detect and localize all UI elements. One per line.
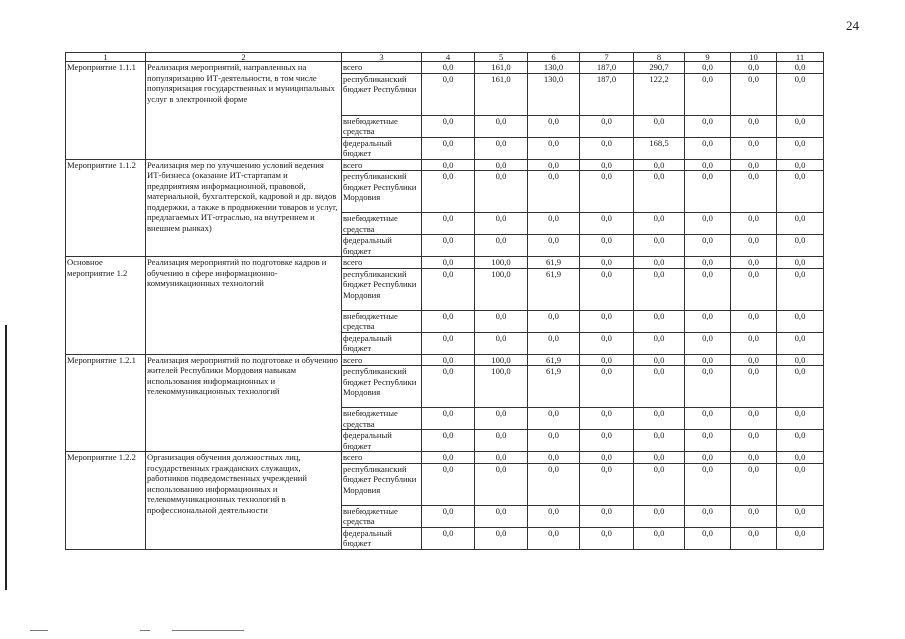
column-number-row [66,53,824,62]
amount-cell: 0,0 [685,268,731,310]
amount-cell: 0,0 [685,115,731,137]
amount-cell: 100,0 [475,366,528,408]
amount-cell: 0,0 [685,310,731,332]
amount-cell: 0,0 [685,332,731,354]
amount-cell: 122,2 [634,73,685,115]
amount-cell: 0,0 [777,137,824,159]
column-header: 2 [146,53,342,62]
amount-cell: 0,0 [777,310,824,332]
amount-cell: 0,0 [528,159,580,171]
amount-cell: 0,0 [685,430,731,452]
amount-cell: 0,0 [580,235,634,257]
amount-cell: 0,0 [475,310,528,332]
amount-cell: 0,0 [580,408,634,430]
column-header: 4 [422,53,475,62]
amount-cell: 0,0 [731,171,777,213]
amount-cell: 0,0 [777,505,824,527]
amount-cell: 0,0 [422,73,475,115]
amount-cell: 0,0 [634,213,685,235]
amount-cell: 0,0 [580,213,634,235]
amount-cell: 0,0 [685,159,731,171]
amount-cell: 0,0 [685,505,731,527]
amount-cell: 0,0 [777,115,824,137]
amount-cell: 0,0 [580,527,634,549]
amount-cell: 100,0 [475,268,528,310]
amount-cell: 0,0 [580,463,634,505]
amount-cell: 0,0 [685,137,731,159]
funding-source: федеральный бюджет [342,430,422,452]
funding-source: федеральный бюджет [342,235,422,257]
amount-cell: 0,0 [580,257,634,269]
amount-cell: 0,0 [422,505,475,527]
amount-cell: 0,0 [634,268,685,310]
amount-cell: 0,0 [731,115,777,137]
amount-cell: 0,0 [685,62,731,74]
amount-cell: 0,0 [475,137,528,159]
amount-cell: 100,0 [475,354,528,366]
amount-cell: 0,0 [634,332,685,354]
column-header: 1 [66,53,146,62]
amount-cell: 0,0 [422,171,475,213]
amount-cell: 61,9 [528,354,580,366]
column-header: 5 [475,53,528,62]
amount-cell: 130,0 [528,62,580,74]
amount-cell: 0,0 [731,213,777,235]
scan-bottom-mark [140,630,150,631]
amount-cell: 0,0 [731,235,777,257]
amount-cell: 187,0 [580,73,634,115]
amount-cell: 0,0 [731,354,777,366]
amount-cell: 0,0 [528,332,580,354]
amount-cell: 0,0 [422,463,475,505]
amount-cell: 0,0 [528,213,580,235]
funding-source: внебюджетные средства [342,310,422,332]
amount-cell: 0,0 [685,463,731,505]
amount-cell: 61,9 [528,257,580,269]
column-header: 11 [777,53,824,62]
amount-cell: 0,0 [422,527,475,549]
amount-cell: 0,0 [634,452,685,464]
amount-cell: 0,0 [685,213,731,235]
amount-cell: 0,0 [634,257,685,269]
amount-cell: 0,0 [580,171,634,213]
amount-cell: 0,0 [731,62,777,74]
amount-cell: 0,0 [731,505,777,527]
event-title: Реализация мер по улучшению условий ведения ИТ-бизнеса (оказание ИТ-стартапам и предприятиям информационной, правовой, материальной, бухгалтерской, кадровой и др. видов поддержки, а также в продвижении товаров и услуг, предлагаемых ИТ-отраслью, на внутреннем и внешнем рынках) [146,159,342,257]
amount-cell: 0,0 [580,430,634,452]
amount-cell: 0,0 [634,354,685,366]
amount-cell: 0,0 [422,408,475,430]
funding-source: всего [342,62,422,74]
table-row [66,257,824,269]
amount-cell: 0,0 [475,452,528,464]
funding-source: республиканский бюджет Республики Мордовия [342,463,422,505]
scan-bottom-mark [30,630,48,631]
amount-cell: 161,0 [475,62,528,74]
amount-cell: 0,0 [528,310,580,332]
amount-cell: 0,0 [777,213,824,235]
amount-cell: 61,9 [528,366,580,408]
amount-cell: 0,0 [634,408,685,430]
amount-cell: 0,0 [777,452,824,464]
funding-source: республиканский бюджет Республики Мордовия [342,366,422,408]
amount-cell: 161,0 [475,73,528,115]
amount-cell: 0,0 [475,408,528,430]
amount-cell: 0,0 [528,430,580,452]
amount-cell: 0,0 [422,268,475,310]
event-title: Реализация мероприятий, направленных на популяризацию ИТ-деятельности, в том числе популяризация государственных и муниципальных услуг в электронной форме [146,62,342,160]
funding-source: федеральный бюджет [342,332,422,354]
amount-cell: 0,0 [475,527,528,549]
amount-cell: 0,0 [475,115,528,137]
amount-cell: 0,0 [528,408,580,430]
amount-cell: 0,0 [634,171,685,213]
amount-cell: 0,0 [475,159,528,171]
amount-cell: 0,0 [777,268,824,310]
amount-cell: 0,0 [777,171,824,213]
amount-cell: 0,0 [528,171,580,213]
amount-cell: 0,0 [685,354,731,366]
amount-cell: 0,0 [731,310,777,332]
amount-cell: 0,0 [422,430,475,452]
amount-cell: 168,5 [634,137,685,159]
amount-cell: 0,0 [777,235,824,257]
amount-cell: 0,0 [731,527,777,549]
funding-source: внебюджетные средства [342,213,422,235]
amount-cell: 0,0 [634,430,685,452]
amount-cell: 0,0 [528,235,580,257]
amount-cell: 0,0 [580,332,634,354]
amount-cell: 0,0 [685,257,731,269]
amount-cell: 0,0 [422,310,475,332]
event-code: Мероприятие 1.1.1 [66,62,146,160]
event-title: Реализация мероприятий по подготовке и обучению жителей Республики Мордовия навыкам использования информационных и телекоммуникационных технологий [146,354,342,452]
column-header: 6 [528,53,580,62]
amount-cell: 0,0 [580,310,634,332]
amount-cell: 0,0 [731,463,777,505]
funding-source: всего [342,452,422,464]
amount-cell: 0,0 [777,463,824,505]
amount-cell: 100,0 [475,257,528,269]
amount-cell: 0,0 [528,505,580,527]
amount-cell: 0,0 [580,354,634,366]
column-header: 8 [634,53,685,62]
amount-cell: 0,0 [422,159,475,171]
funding-source: федеральный бюджет [342,137,422,159]
amount-cell: 0,0 [528,463,580,505]
amount-cell: 0,0 [634,159,685,171]
funding-source: республиканский бюджет Республики Мордовия [342,268,422,310]
event-title: Реализация мероприятий по подготовке кадров и обучению в сфере информационно-коммуникационных технологий [146,257,342,355]
amount-cell: 0,0 [731,159,777,171]
amount-cell: 0,0 [685,527,731,549]
amount-cell: 0,0 [422,332,475,354]
amount-cell: 0,0 [685,235,731,257]
amount-cell: 0,0 [528,527,580,549]
amount-cell: 0,0 [777,332,824,354]
page-number: 24 [846,18,859,33]
amount-cell: 0,0 [685,73,731,115]
event-code: Мероприятие 1.2.2 [66,452,146,550]
amount-cell: 0,0 [685,171,731,213]
amount-cell: 0,0 [777,159,824,171]
amount-cell: 0,0 [580,115,634,137]
scan-bottom-mark [172,630,244,631]
column-header: 3 [342,53,422,62]
amount-cell: 0,0 [475,171,528,213]
amount-cell: 0,0 [422,213,475,235]
amount-cell: 0,0 [731,268,777,310]
amount-cell: 0,0 [422,452,475,464]
event-code: Основное мероприятие 1.2 [66,257,146,355]
amount-cell: 0,0 [422,115,475,137]
amount-cell: 0,0 [475,505,528,527]
amount-cell: 130,0 [528,73,580,115]
event-code: Мероприятие 1.2.1 [66,354,146,452]
amount-cell: 0,0 [731,137,777,159]
column-header: 9 [685,53,731,62]
amount-cell: 0,0 [731,73,777,115]
event-title: Организация обучения должностных лиц, государственных гражданских служащих, работников подведомственных учреждений использованию информационных и телекоммуникационных технологий в профессиональной деятельности [146,452,342,550]
amount-cell: 0,0 [777,408,824,430]
funding-source: республиканский бюджет Республики Мордовия [342,171,422,213]
amount-cell: 0,0 [777,430,824,452]
amount-cell: 0,0 [731,257,777,269]
amount-cell: 0,0 [777,354,824,366]
table-row [66,452,824,464]
funding-source: внебюджетные средства [342,408,422,430]
amount-cell: 0,0 [777,366,824,408]
amount-cell: 0,0 [528,137,580,159]
amount-cell: 290,7 [634,62,685,74]
amount-cell: 187,0 [580,62,634,74]
amount-cell: 0,0 [422,235,475,257]
amount-cell: 0,0 [685,452,731,464]
amount-cell: 0,0 [731,430,777,452]
funding-source: федеральный бюджет [342,527,422,549]
amount-cell: 0,0 [475,213,528,235]
amount-cell: 0,0 [634,366,685,408]
amount-cell: 0,0 [777,73,824,115]
amount-cell: 0,0 [777,257,824,269]
amount-cell: 0,0 [685,408,731,430]
amount-cell: 0,0 [777,62,824,74]
amount-cell: 0,0 [580,137,634,159]
amount-cell: 0,0 [634,527,685,549]
funding-source: всего [342,159,422,171]
budget-table-frame [65,52,823,550]
table-row [66,62,824,74]
amount-cell: 0,0 [580,159,634,171]
amount-cell: 0,0 [634,235,685,257]
amount-cell: 0,0 [580,505,634,527]
funding-source: внебюджетные средства [342,115,422,137]
amount-cell: 0,0 [422,257,475,269]
funding-source: республиканский бюджет Республики [342,73,422,115]
amount-cell: 0,0 [685,366,731,408]
amount-cell: 0,0 [422,366,475,408]
amount-cell: 0,0 [731,332,777,354]
amount-cell: 0,0 [634,505,685,527]
amount-cell: 0,0 [731,408,777,430]
amount-cell: 0,0 [475,235,528,257]
amount-cell: 0,0 [422,62,475,74]
amount-cell: 61,9 [528,268,580,310]
budget-table [65,52,824,550]
table-row [66,159,824,171]
amount-cell: 0,0 [475,332,528,354]
funding-source: всего [342,354,422,366]
funding-source: внебюджетные средства [342,505,422,527]
amount-cell: 0,0 [422,137,475,159]
amount-cell: 0,0 [528,452,580,464]
column-header: 10 [731,53,777,62]
amount-cell: 0,0 [580,268,634,310]
amount-cell: 0,0 [475,463,528,505]
amount-cell: 0,0 [422,354,475,366]
scan-margin-mark [5,325,7,590]
amount-cell: 0,0 [731,366,777,408]
amount-cell: 0,0 [777,527,824,549]
amount-cell: 0,0 [634,115,685,137]
funding-source: всего [342,257,422,269]
amount-cell: 0,0 [731,452,777,464]
amount-cell: 0,0 [580,366,634,408]
table-row [66,354,824,366]
amount-cell: 0,0 [634,463,685,505]
amount-cell: 0,0 [634,310,685,332]
event-code: Мероприятие 1.1.2 [66,159,146,257]
amount-cell: 0,0 [580,452,634,464]
amount-cell: 0,0 [528,115,580,137]
amount-cell: 0,0 [475,430,528,452]
column-header: 7 [580,53,634,62]
